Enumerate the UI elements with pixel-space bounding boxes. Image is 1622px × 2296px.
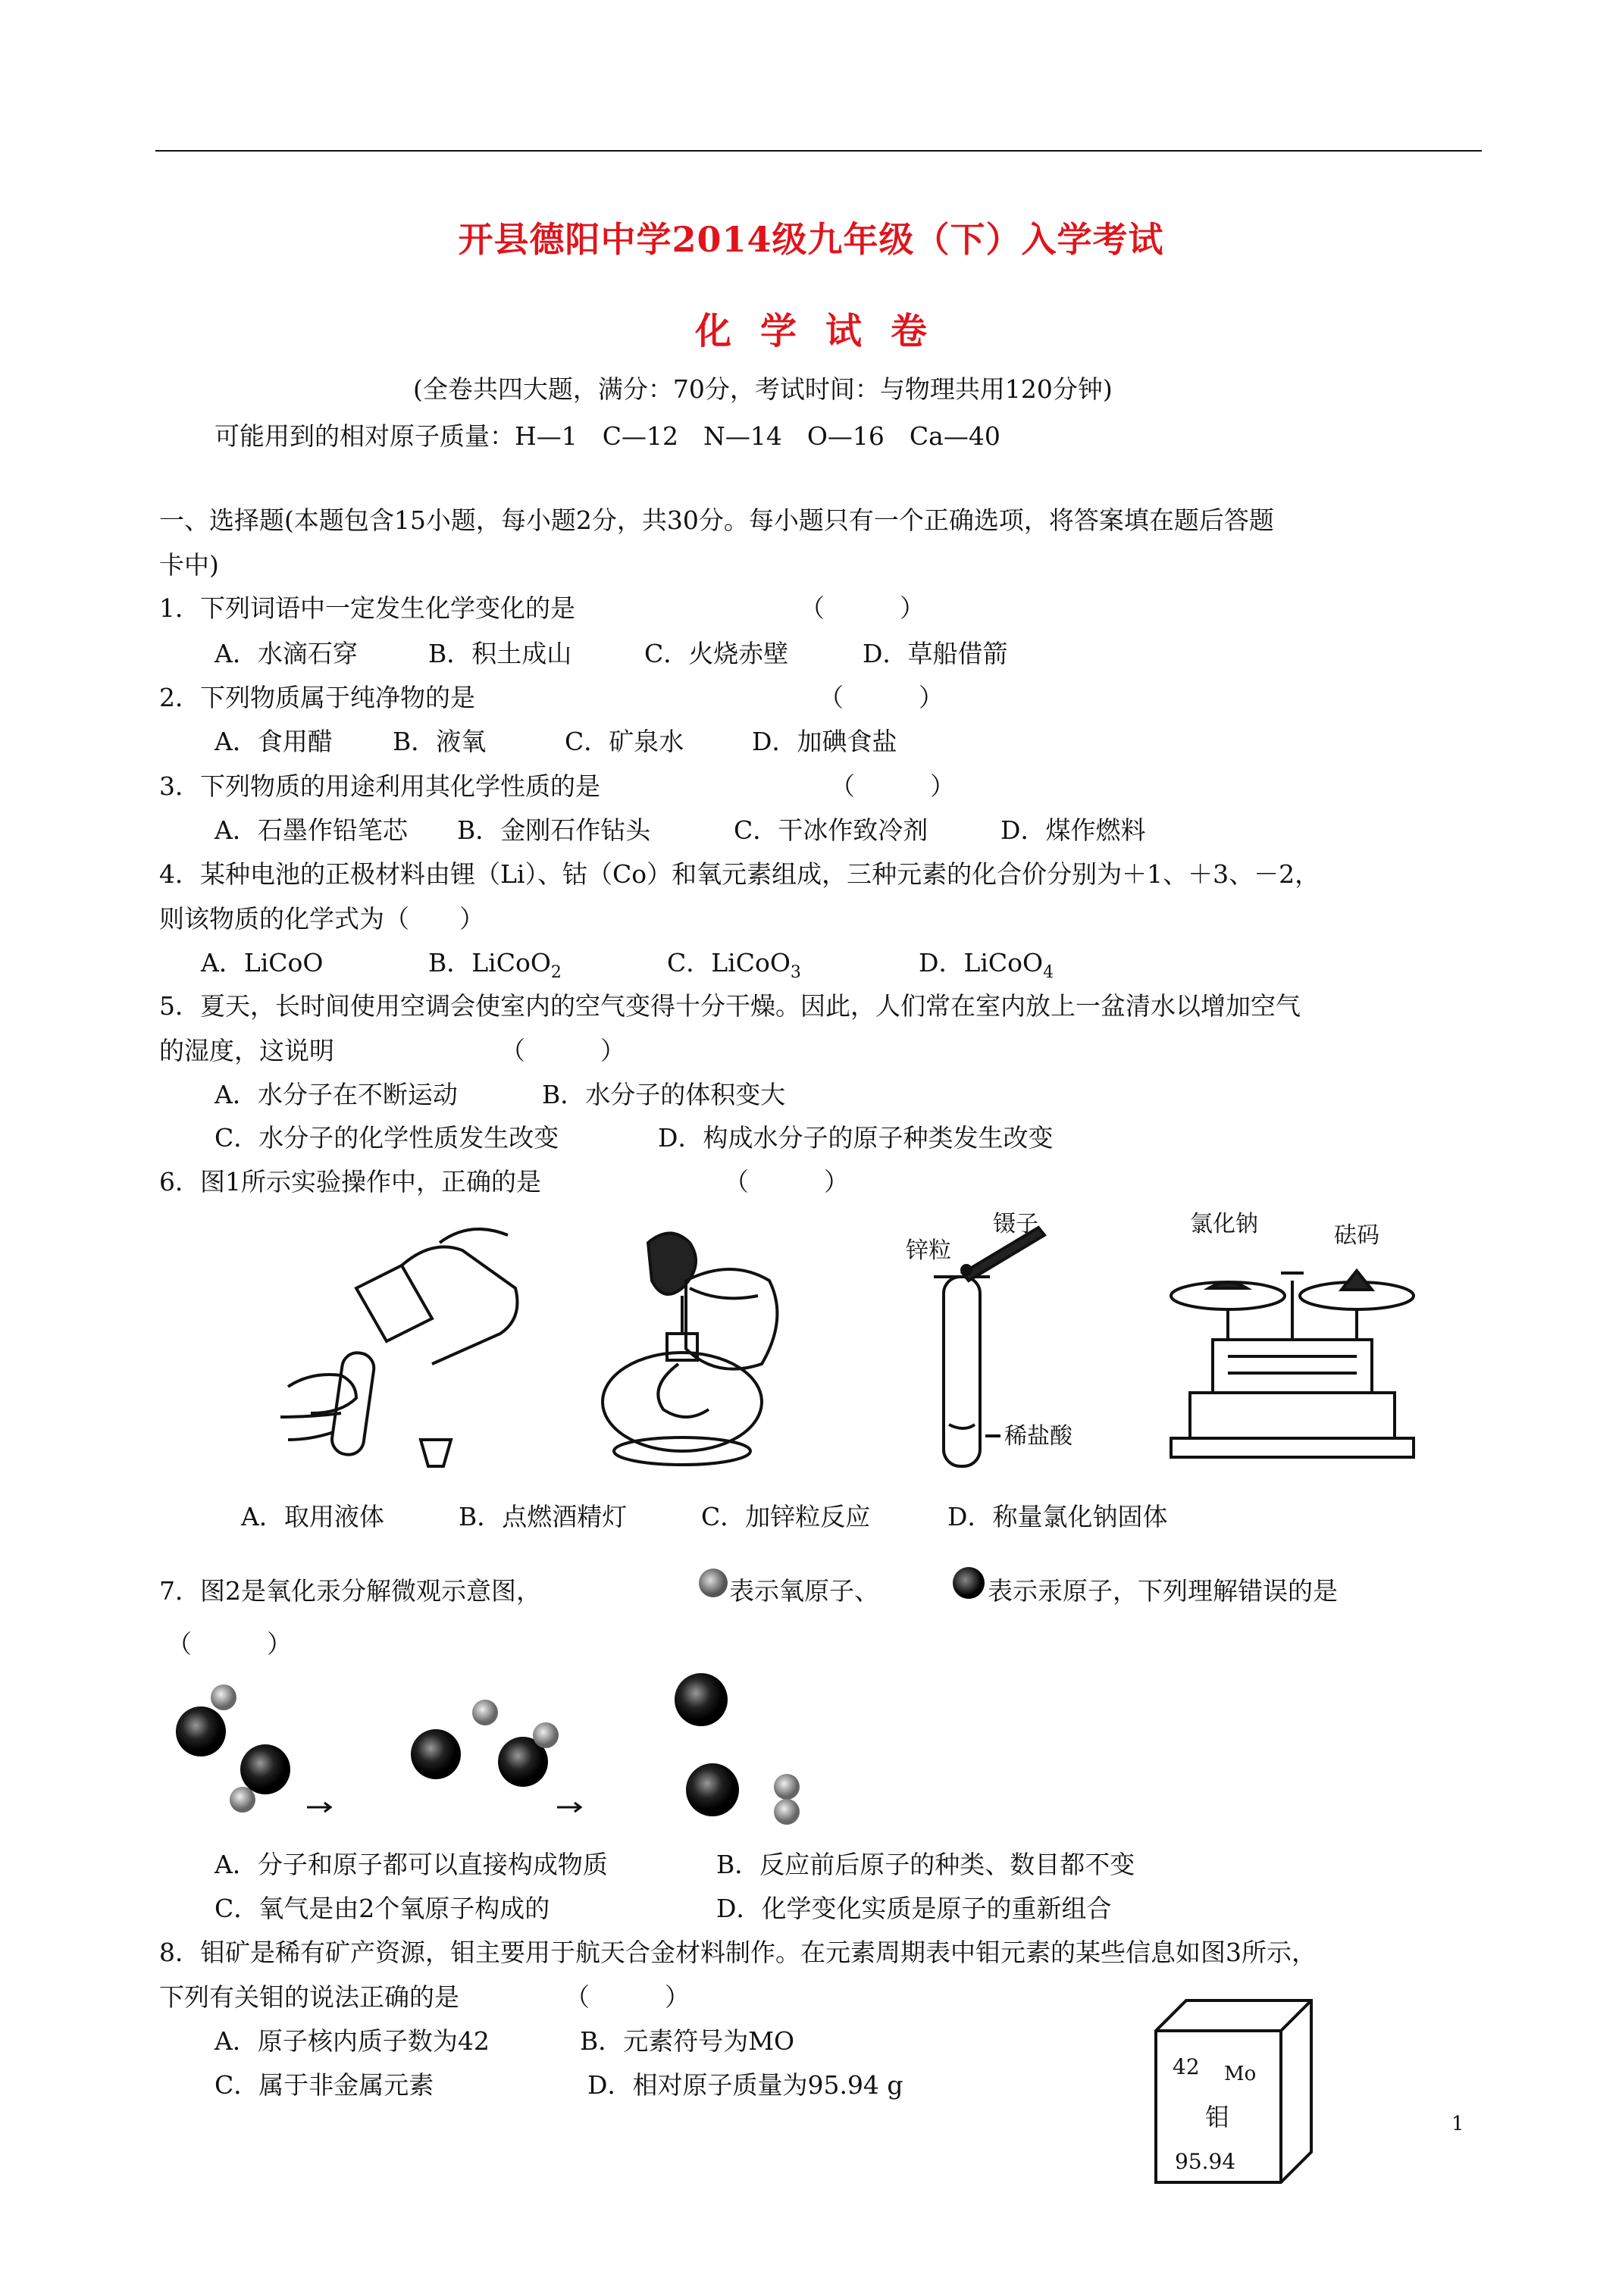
- q7-bracket: （ ）: [167, 1629, 292, 1659]
- q7-stem-c: 表示汞原子，下列理解错误的是: [988, 1576, 1338, 1606]
- q3-option-b: B．金刚石作钻头: [457, 815, 651, 845]
- exam-info: (全卷共四大题，满分：70分，考试时间：与物理共用120分钟): [413, 374, 1113, 404]
- q8-option-b: B．元素符号为MO: [580, 2026, 795, 2056]
- section-heading: 一、选择题(本题包含15小题，每小题2分，共30分。每小题只有一个正确选项，将答案填在题后答题: [159, 505, 1274, 535]
- exam-subtitle: 化学试卷: [694, 310, 956, 352]
- oxygen-atom-icon: [697, 1567, 729, 1599]
- q4-option-d: D．LiCoO$_4$: [919, 948, 1054, 982]
- mercury-atom: [686, 1763, 739, 1816]
- label-nacl: 氯化钠: [1190, 1211, 1258, 1237]
- arrow-icon: [557, 1803, 581, 1812]
- q5-option-c: C．水分子的化学性质发生改变: [214, 1123, 559, 1153]
- oxygen-atom: [230, 1787, 255, 1813]
- q2-option-b: B．液氧: [393, 727, 487, 756]
- q1-bracket: （ ）: [800, 593, 925, 623]
- q5-stem-cont: 的湿度，这说明: [159, 1036, 334, 1065]
- element-number: 42: [1173, 2054, 1200, 2079]
- q4-option-b: B．LiCoO$_2$: [428, 948, 562, 982]
- mercury-atom: [411, 1729, 461, 1779]
- q3-option-a: A．石墨作铅笔芯: [214, 815, 408, 845]
- q6-option-b: B．点燃酒精灯: [459, 1502, 628, 1531]
- label-tweezers: 镊子: [993, 1211, 1038, 1237]
- q7-stem-b: 表示氧原子、: [729, 1576, 879, 1606]
- q7-option-c: C．氧气是由2个氧原子构成的: [214, 1894, 550, 1923]
- q5-bracket: （ ）: [500, 1036, 625, 1065]
- q6-stem: 6．图1所示实验操作中，正确的是: [159, 1167, 541, 1196]
- element-symbol: Mo: [1224, 2063, 1257, 2085]
- q1-option-a: A．水滴石穿: [214, 639, 358, 668]
- q7-option-d: D．化学变化实质是原子的重新组合: [716, 1894, 1112, 1923]
- q4-option-a: A．LiCoO: [201, 948, 324, 978]
- q7-option-b: B．反应前后原子的种类、数目都不变: [716, 1850, 1135, 1879]
- q1-stem: 1．下列词语中一定发生化学变化的是: [159, 593, 575, 623]
- q8-stem-cont: 下列有关钼的说法正确的是: [159, 1982, 459, 2012]
- q7-option-a: A．分子和原子都可以直接构成物质: [214, 1850, 608, 1879]
- q7-stem-a: 7．图2是氧化汞分解微观示意图，: [159, 1576, 541, 1606]
- oxygen-atom: [472, 1700, 498, 1725]
- q3-option-c: C．干冰作致冷剂: [734, 815, 928, 845]
- q3-stem: 3．下列物质的用途利用其化学性质的是: [159, 771, 600, 801]
- q1-option-d: D．草船借箭: [863, 639, 1008, 668]
- q4-stem: 4．某种电池的正极材料由锂（Li）、钴（Co）和氧元素组成，三种元素的化合价分别为＋1、＋3、－2，: [159, 859, 1320, 889]
- label-weights: 砝码: [1334, 1222, 1379, 1249]
- q8-option-c: C．属于非金属元素: [214, 2070, 434, 2100]
- q4-stem-cont: 则该物质的化学式为（ ）: [159, 904, 484, 934]
- q6-bracket: （ ）: [724, 1167, 849, 1196]
- figure-b-alcohol-lamp: [603, 1234, 777, 1465]
- top-rule: [155, 150, 1482, 152]
- section-heading-cont: 卡中): [159, 550, 219, 580]
- mercury-atom: [675, 1673, 728, 1726]
- q5-stem: 5．夏天，长时间使用空调会使室内的空气变得十分干燥。因此，人们常在室内放上一盆清水以增加空气: [159, 991, 1301, 1021]
- q5-option-b: B．水分子的体积变大: [542, 1080, 786, 1109]
- figure-3-element-card: [1141, 1970, 1323, 2186]
- q4-option-c: C．LiCoO$_3$: [667, 948, 801, 982]
- q8-option-d: D．相对原子质量为95.94 g: [587, 2070, 903, 2100]
- figure-d-balance: [1171, 1271, 1414, 1457]
- arrow-icon: [307, 1803, 330, 1812]
- q1-option-c: C．火烧赤壁: [644, 639, 789, 668]
- page-number: 1: [1451, 2113, 1464, 2135]
- q2-option-d: D．加碘食盐: [752, 727, 897, 756]
- label-acid: 稀盐酸: [1004, 1423, 1072, 1450]
- q2-option-c: C．矿泉水: [565, 727, 684, 756]
- mercury-atom: [240, 1744, 290, 1794]
- q6-option-c: C．加锌粒反应: [701, 1502, 871, 1531]
- q2-stem: 2．下列物质属于纯净物的是: [159, 683, 475, 712]
- q2-option-a: A．食用醋: [214, 727, 333, 756]
- oxygen-atom: [774, 1799, 800, 1825]
- q8-stem: 8．钼矿是稀有矿产资源，钼主要用于航天合金材料制作。在元素周期表中钼元素的某些信息如图3所示，: [159, 1938, 1317, 1967]
- element-mass: 95.94: [1175, 2149, 1236, 2174]
- q3-option-d: D．煤作燃料: [1000, 815, 1146, 845]
- q8-bracket: （ ）: [565, 1982, 690, 2012]
- label-zinc: 锌粒: [906, 1237, 951, 1264]
- atomic-masses: 可能用到的相对原子质量：H—1 C—12 N—14 O—16 Ca—40: [214, 421, 1000, 451]
- q8-option-a: A．原子核内质子数为42: [214, 2026, 490, 2056]
- oxygen-atom: [211, 1684, 236, 1710]
- q3-bracket: （ ）: [830, 771, 955, 801]
- q6-option-d: D．称量氯化钠固体: [947, 1502, 1168, 1531]
- figure-2: [0, 1667, 1622, 1841]
- oxygen-atom: [774, 1774, 800, 1800]
- element-name: 钼: [1205, 2103, 1230, 2132]
- mercury-atom-icon: [951, 1566, 986, 1600]
- mercury-atom: [176, 1706, 226, 1756]
- figure-1: [0, 1205, 1622, 1538]
- exam-title: 开县德阳中学2014级九年级（下）入学考试: [458, 219, 1164, 260]
- q5-option-d: D．构成水分子的原子种类发生改变: [658, 1123, 1054, 1153]
- oxygen-atom: [533, 1722, 559, 1748]
- figure-a-pour-liquid: [280, 1229, 518, 1466]
- q1-option-b: B．积土成山: [428, 639, 572, 668]
- q2-bracket: （ ）: [819, 683, 944, 712]
- q6-option-a: A．取用液体: [241, 1502, 384, 1531]
- q5-option-a: A．水分子在不断运动: [214, 1080, 458, 1109]
